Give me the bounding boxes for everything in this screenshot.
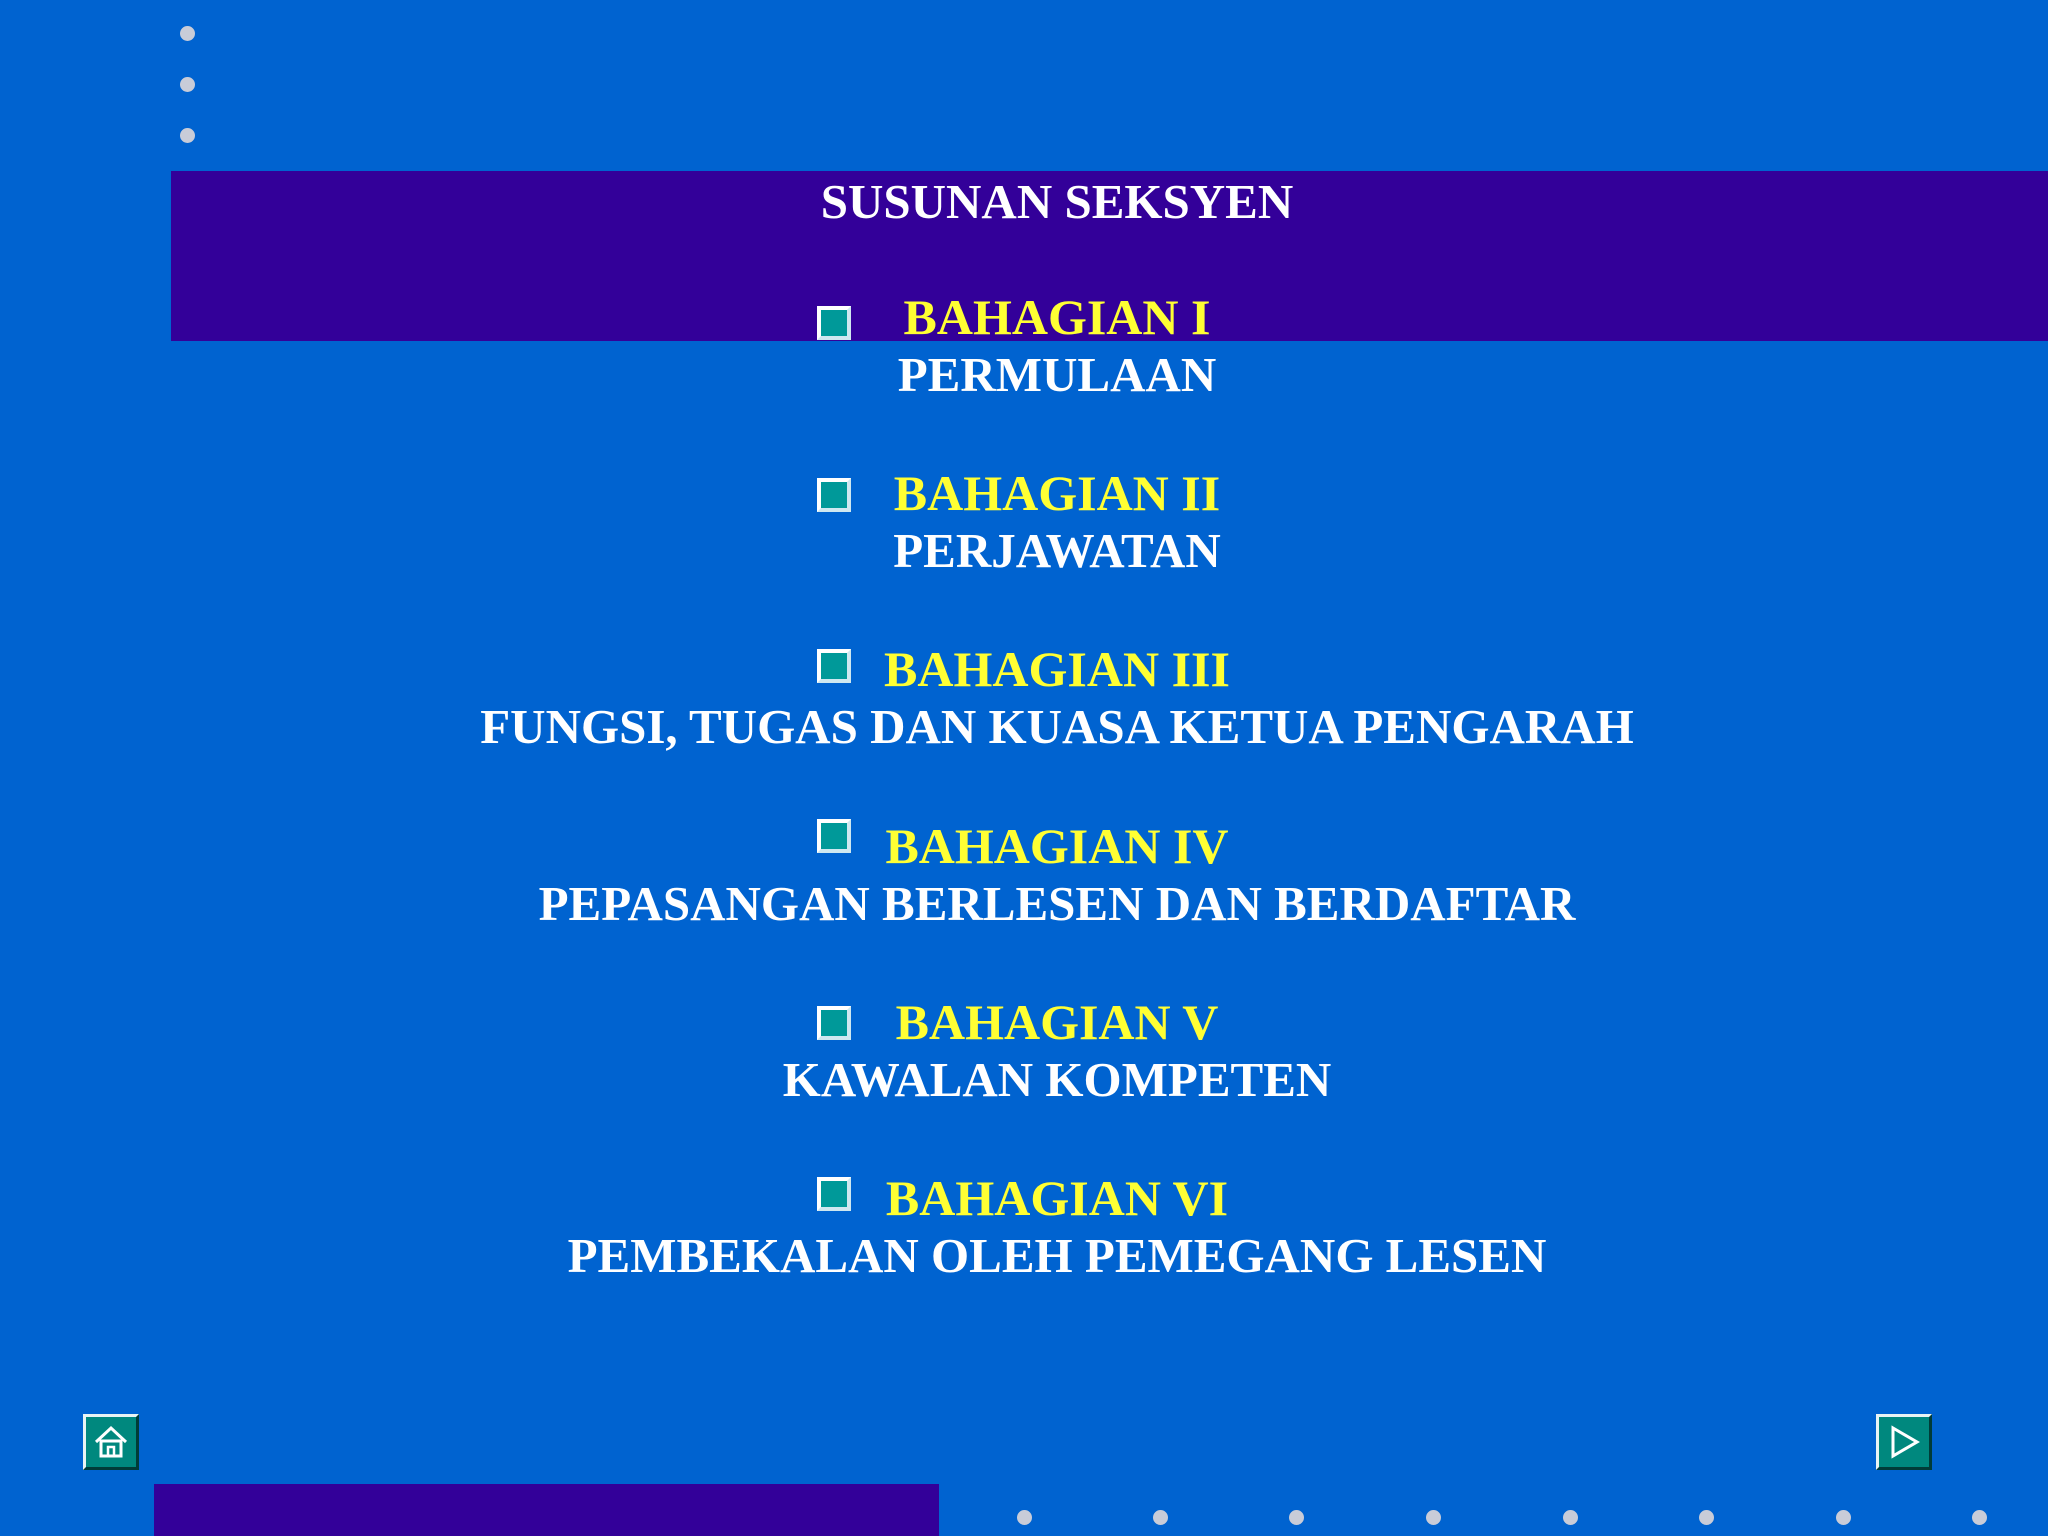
section-heading: BAHAGIAN I: [903, 289, 1211, 345]
slide-title: SUSUNAN SEKSYEN: [820, 174, 1294, 229]
section-heading: BAHAGIAN II: [893, 465, 1221, 521]
decorative-dot: [1972, 1510, 1987, 1525]
section-heading: BAHAGIAN IV: [885, 818, 1229, 874]
footer-band: [154, 1484, 939, 1536]
decorative-dot: [1289, 1510, 1304, 1525]
section-description: PERJAWATAN: [893, 523, 1221, 578]
section-item: [0, 992, 2048, 1108]
decorative-dot: [1836, 1510, 1851, 1525]
section-description: PEMBEKALAN OLEH PEMEGANG LESEN: [567, 1228, 1547, 1283]
section-description: PEPASANGAN BERLESEN DAN BERDAFTAR: [538, 876, 1576, 931]
home-button[interactable]: [83, 1414, 139, 1470]
decorative-dot: [180, 77, 195, 92]
section-item: [0, 463, 2048, 579]
section-description: PERMULAAN: [897, 347, 1217, 402]
section-heading: BAHAGIAN III: [884, 641, 1230, 697]
section-item: [0, 287, 2048, 403]
section-description: KAWALAN KOMPETEN: [782, 1052, 1332, 1107]
section-item: [0, 639, 2048, 755]
section-heading: BAHAGIAN V: [895, 994, 1219, 1050]
section-heading: BAHAGIAN VI: [885, 1170, 1229, 1226]
decorative-dot: [1017, 1510, 1032, 1525]
home-icon: [93, 1424, 129, 1460]
decorative-dot: [1153, 1510, 1168, 1525]
decorative-dot: [1426, 1510, 1441, 1525]
section-item: [0, 1168, 2048, 1284]
section-description: FUNGSI, TUGAS DAN KUASA KETUA PENGARAH: [480, 699, 1634, 754]
decorative-dot: [1563, 1510, 1578, 1525]
decorative-dot: [180, 128, 195, 143]
play-right-icon: [1886, 1424, 1922, 1460]
decorative-dot: [180, 26, 195, 41]
next-slide-button[interactable]: [1876, 1414, 1932, 1470]
decorative-dot: [1699, 1510, 1714, 1525]
section-item: [0, 816, 2048, 932]
